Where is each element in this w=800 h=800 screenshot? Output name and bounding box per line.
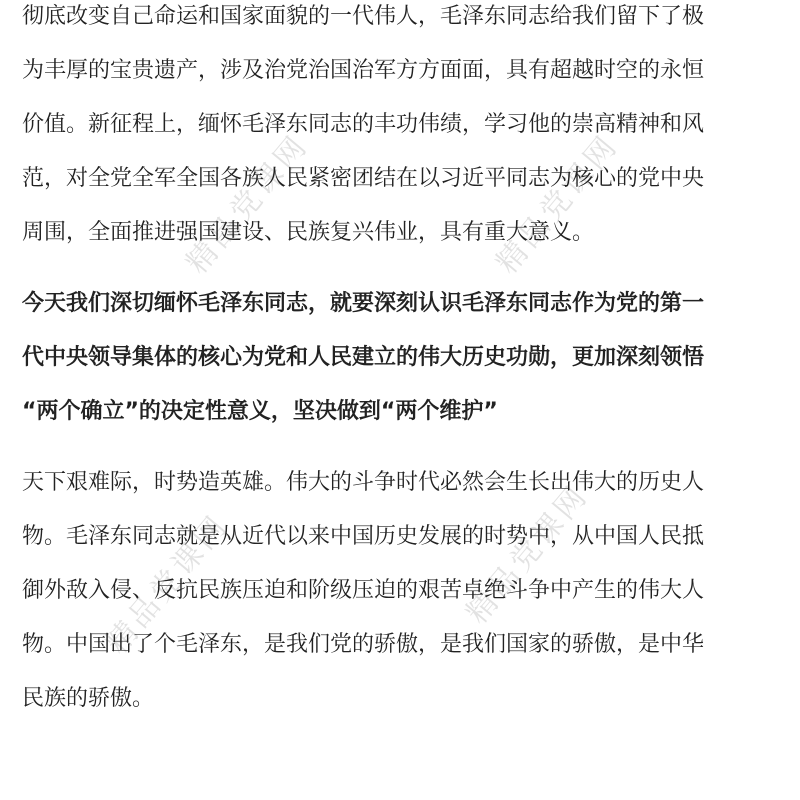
text-line: 彻底改变自己命运和国家面貌的一代伟人，毛泽东同志给我们留下了极	[22, 4, 705, 29]
heading-line: 代中央领导集体的核心为党和人民建立的伟大历史功勋，更加深刻领悟	[22, 345, 705, 370]
text-line: 天下艰难际，时势造英雄。伟大的斗争时代必然会生长出伟大的历史人	[22, 470, 705, 495]
watermark: 精品党课网	[489, 127, 626, 281]
heading-line: “两个确立”的决定性意义，坚决做到“两个维护”	[22, 399, 498, 424]
heading-line: 今天我们深切缅怀毛泽东同志，就要深刻认识毛泽东同志作为党的第一	[22, 291, 705, 316]
watermark: 精品党课网	[459, 477, 596, 631]
watermark: 精品党课网	[99, 507, 236, 661]
paragraph-1	[22, 0, 782, 253]
paragraph-2	[22, 463, 782, 719]
watermark: 精品党课网	[179, 127, 316, 281]
text-line: 御外敌入侵、反抗民族压迫和阶级压迫的艰苦卓绝斗争中产生的伟大人	[22, 578, 705, 603]
text-line: 价值。新征程上，缅怀毛泽东同志的丰功伟绩，学习他的崇高精神和风	[22, 112, 705, 137]
text-line: 周围，全面推进强国建设、民族复兴伟业，具有重大意义。	[22, 220, 595, 245]
text-line: 物。毛泽东同志就是从近代以来中国历史发展的时势中，从中国人民抵	[22, 524, 705, 549]
article-body	[22, 0, 782, 750]
section-heading	[22, 284, 782, 432]
text-line: 为丰厚的宝贵遗产，涉及治党治国治军方方面面，具有超越时空的永恒	[22, 58, 705, 83]
text-line: 民族的骄傲。	[22, 686, 155, 711]
text-line: 物。中国出了个毛泽东，是我们党的骄傲，是我们国家的骄傲，是中华	[22, 632, 705, 657]
text-line: 范，对全党全军全国各族人民紧密团结在以习近平同志为核心的党中央	[22, 166, 705, 191]
